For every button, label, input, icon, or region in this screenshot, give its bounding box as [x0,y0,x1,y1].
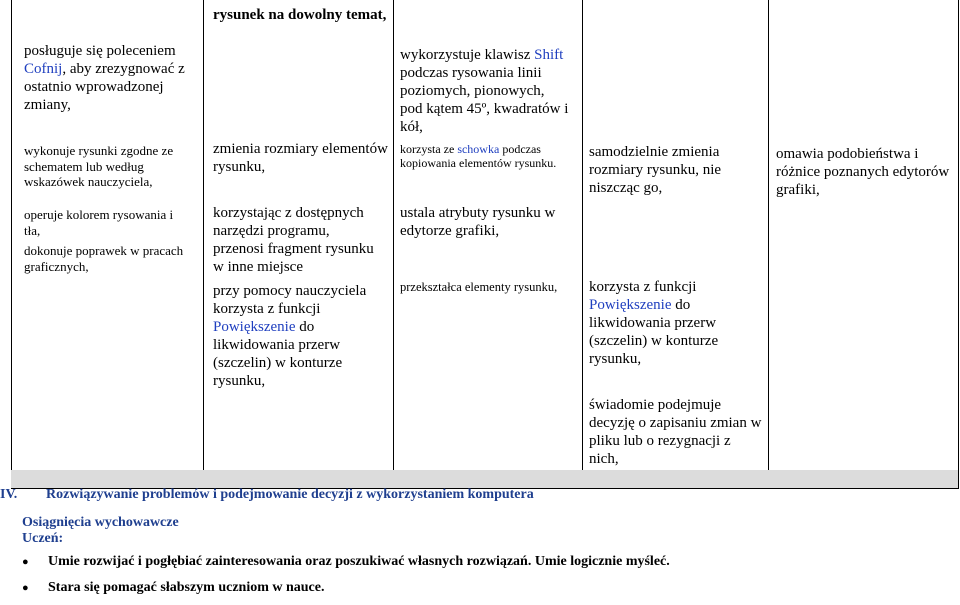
text: do likwidowania przerw (szczelin) w konturze rysunku, [589,297,719,367]
table-divider-4 [768,0,769,488]
text: operuje kolorem rysowania i tła, [24,207,174,238]
text: podczas kopiowania elementów rysunku. [400,142,557,171]
section-subtitle: Osiągnięcia wychowawcze [22,515,179,530]
cell-col2-zoom [213,282,388,390]
text: zmienia rozmiary elementów rysunku, [213,141,388,175]
cell-col1-undo [24,42,196,114]
cell-col1-corrections [24,243,196,274]
text: ustala atrybuty rysunku w edytorze grafiki, [400,205,556,239]
text: wykorzystuje klawisz [400,47,531,63]
cell-col3-clipboard [400,142,580,171]
text: omawia podobieństwa i różnice poznanych edytorów grafiki, [776,146,950,198]
list-item: ● Stara się pomagać słabszym uczniom w nauce. [0,579,940,597]
text: posługuje się poleceniem [24,43,176,59]
cell-col3-transform [400,280,580,295]
student-label: Uczeń: [22,531,64,546]
cell-col3-shift [400,46,570,136]
cell-col4-save-decision [589,396,763,468]
list-item: ● Umie rozwijać i pogłębiać zainteresowania oraz poszukiwać własnych rozwiązań. Umie logicznie myśleć. [0,553,940,571]
table-border-right [958,0,959,488]
text: dokonuje poprawek w pracach graficznych, [24,243,184,274]
cell-col4-resize-self [589,143,763,197]
cell-col3-attributes [400,204,575,240]
section-number: IV. [0,487,18,502]
cell-col2-resize [213,140,388,176]
zoom-keyword: Powiększenie [213,319,296,335]
text: korzysta z funkcji [589,279,697,295]
cell-col5-compare [776,145,954,199]
grey-band [11,470,958,488]
text: do likwidowania przerw (szczelin) w konturze rysunku, [213,319,343,389]
cell-col4-zoom [589,278,763,368]
text: korzystając z dostępnych narzędzi programu, [213,205,364,239]
table-border-left [11,0,12,488]
table-divider-2 [393,0,394,488]
table-divider-3 [582,0,583,488]
text: przekształca elementy rysunku, [400,280,558,294]
table-divider-1 [203,0,204,488]
cell-col2-free-drawing [213,6,388,24]
text: rysunek na dowolny temat, [213,7,387,23]
text: korzysta ze [400,142,455,156]
text: samodzielnie zmienia rozmiary rysunku, nie niszcząc go, [589,144,722,196]
zoom-keyword: Powiększenie [589,297,672,313]
undo-keyword: Cofnij [24,61,63,77]
clipboard-keyword: schowka [457,142,500,156]
cell-col1-colors [24,207,176,238]
cell-col2-move [213,240,388,276]
text: przy pomocy nauczyciela korzysta z funkcji [213,283,367,317]
shift-keyword: Shift [534,47,564,63]
cell-col1-drawing [24,143,196,190]
cell-col2-tools [213,204,388,240]
text: podczas rysowania linii poziomych, pionowych, pod kątem 45º, kwadratów i kół, [400,65,569,135]
goals-list [0,553,940,605]
text: świadomie podejmuje decyzję o zapisaniu zmian w pliku lub o rezygnacji z nich, [589,397,762,467]
section-title: Rozwiązywanie problemów i podejmowanie decyzji z wykorzystaniem komputera [46,487,534,502]
text: wykonuje rysunki zgodne ze schematem lub według wskazówek nauczyciela, [24,143,174,190]
text: , aby zrezygnować z ostatnio wprowadzonej zmiany, [24,61,185,113]
text: przenosi fragment rysunku w inne miejsce [213,241,374,275]
